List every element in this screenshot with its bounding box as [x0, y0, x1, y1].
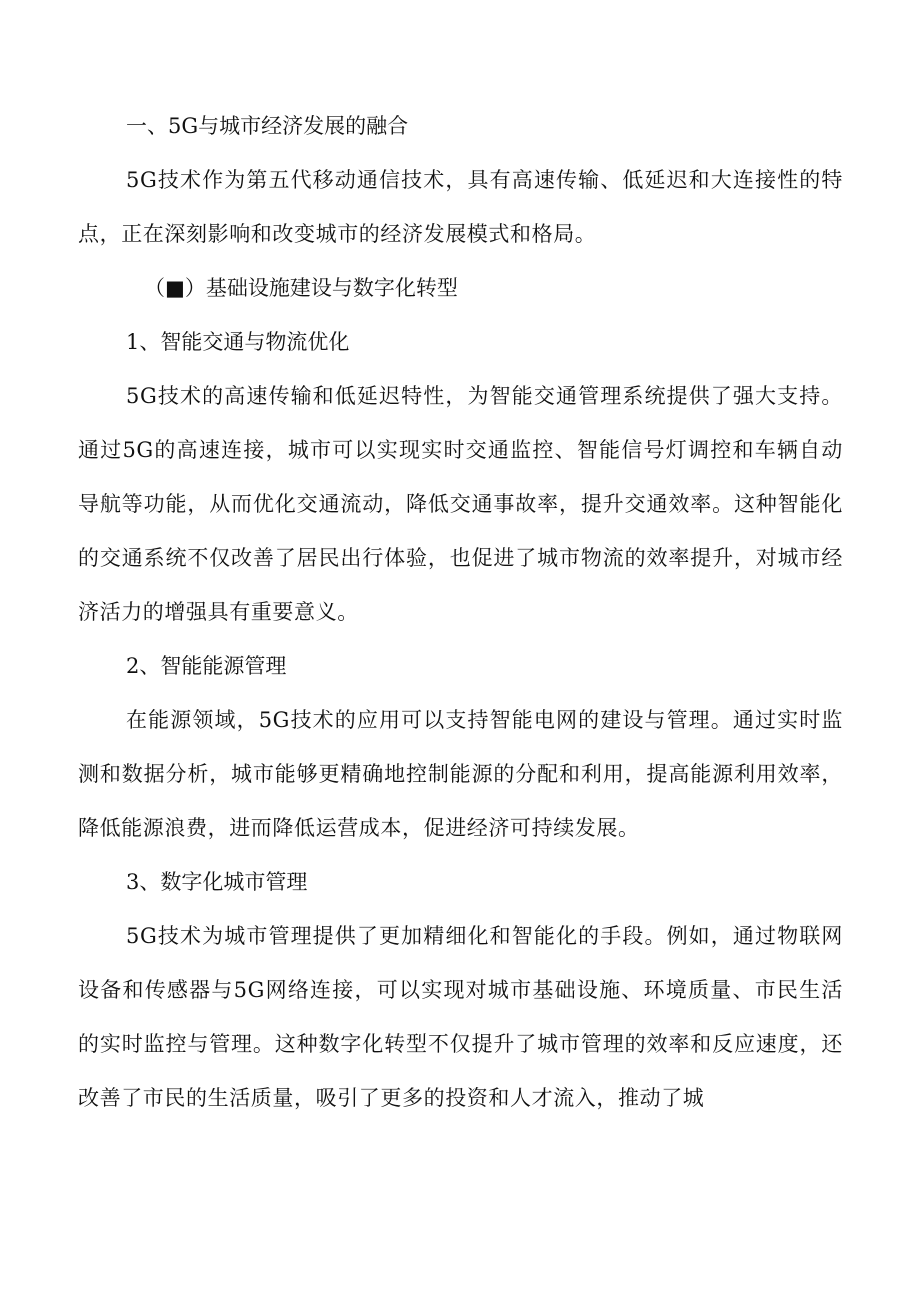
item-3-paragraph: 5G技术为城市管理提供了更加精细化和智能化的手段。例如，通过物联网设备和传感器与5G网络连接，可以实现对城市基础设施、环境质量、市民生活的实时监控与管理。这种数字化转型不仅提升了城市管理的效率和反应速度，还改善了市民的生活质量，吸引了更多的投资和人才流入，推动了城 [78, 924, 843, 1110]
item-1-heading: 1、智能交通与物流优化 [126, 330, 350, 354]
document-body [78, 99, 843, 1125]
section-title: 一、5G与城市经济发展的融合 [126, 114, 409, 138]
item-1-paragraph: 5G技术的高速传输和低延迟特性，为智能交通管理系统提供了强大支持。通过5G的高速连接，城市可以实现实时交通监控、智能信号灯调控和车辆自动导航等功能，从而优化交通流动，降低交通事故率，提升交通效率。这种智能化的交通系统不仅改善了居民出行体验，也促进了城市物流的效率提升，对城市经济活力的增强具有重要意义。 [78, 384, 843, 624]
item-2-heading: 2、智能能源管理 [126, 654, 287, 678]
subsection-title: （■）基础设施建设与数字化转型 [144, 276, 458, 300]
intro-paragraph: 5G技术作为第五代移动通信技术，具有高速传输、低延迟和大连接性的特点，正在深刻影响和改变城市的经济发展模式和格局。 [78, 168, 843, 246]
item-3-heading: 3、数字化城市管理 [126, 870, 308, 894]
item-2-paragraph: 在能源领域，5G技术的应用可以支持智能电网的建设与管理。通过实时监测和数据分析，城市能够更精确地控制能源的分配和利用，提高能源利用效率，降低能源浪费，进而降低运营成本，促进经济可持续发展。 [78, 708, 843, 840]
